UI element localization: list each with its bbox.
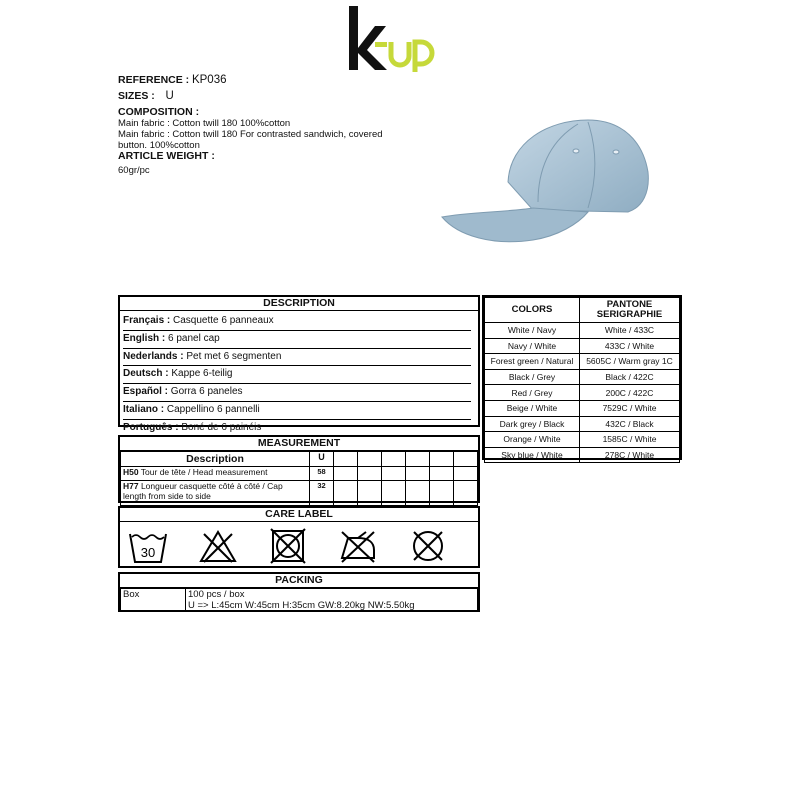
description-line: English : 6 panel cap bbox=[123, 331, 471, 349]
table-row: Beige / White 7529C / White bbox=[485, 400, 680, 416]
description-line: Português : Boné de 6 painéis bbox=[123, 421, 262, 433]
product-info bbox=[118, 75, 418, 176]
sizes-label: SIZES : bbox=[118, 90, 155, 102]
packing-header: PACKING bbox=[120, 574, 478, 588]
description-line: Español : Gorra 6 paneles bbox=[123, 384, 471, 402]
description-line: Français : Casquette 6 panneaux bbox=[123, 313, 471, 331]
colors-header: COLORS bbox=[485, 298, 580, 323]
description-line: Nederlands : Pet met 6 segmenten bbox=[123, 349, 471, 367]
no-tumble-dry-icon bbox=[268, 528, 308, 564]
description-section bbox=[118, 295, 480, 433]
packing-details: 100 pcs / box U => L:45cm W:45cm H:35cm GW:8.20kg NW:5.50kg bbox=[186, 589, 478, 612]
no-dry-clean-icon bbox=[408, 528, 448, 564]
table-row: Red / Grey 200C / 422C bbox=[485, 385, 680, 401]
table-row: Sky blue / White 278C / White bbox=[485, 447, 680, 463]
composition-line: Main fabric : Cotton twill 180 100%cotton bbox=[118, 118, 291, 129]
composition-line: Main fabric : Cotton twill 180 For contrasted sandwich, covered bbox=[118, 129, 383, 140]
table-row: Orange / White 1585C / White bbox=[485, 432, 680, 448]
description-line: Italiano : Cappellino 6 pannelli bbox=[123, 402, 471, 420]
measurement-description-header: Description bbox=[121, 452, 310, 467]
care-label-header: CARE LABEL bbox=[120, 508, 478, 522]
table-row: H50 Tour de tête / Head measurement 58 bbox=[121, 467, 478, 481]
no-bleach-icon bbox=[198, 528, 238, 564]
reference-label: REFERENCE : bbox=[118, 74, 190, 86]
composition-line: button. 100%cotton bbox=[118, 140, 200, 151]
table-row bbox=[121, 589, 478, 612]
cap-product-image bbox=[438, 112, 658, 248]
wash-30-icon bbox=[128, 528, 168, 564]
table-row: White / Navy White / 433C bbox=[485, 323, 680, 339]
weight-value: 60gr/pc bbox=[118, 165, 150, 176]
packing-section bbox=[118, 572, 480, 612]
svg-text:30: 30 bbox=[140, 545, 156, 560]
table-row: Forest green / Natural 5605C / Warm gray 1C bbox=[485, 354, 680, 370]
weight-label: ARTICLE WEIGHT : bbox=[118, 150, 215, 162]
packing-key: Box bbox=[121, 589, 186, 612]
description-header: DESCRIPTION bbox=[120, 297, 478, 311]
colors-table bbox=[482, 295, 682, 460]
measurement-section bbox=[118, 435, 480, 503]
measurement-header: MEASUREMENT bbox=[120, 437, 478, 451]
sizes-value: U bbox=[165, 90, 174, 102]
measurement-size-header: U bbox=[310, 452, 334, 467]
table-row: Navy / White 433C / White bbox=[485, 338, 680, 354]
table-row: Black / Grey Black / 422C bbox=[485, 369, 680, 385]
table-row: H77 Longueur casquette côté à côté / Cap length from side to side 32 bbox=[121, 481, 478, 506]
description-line: Deutsch : Kappe 6-teilig bbox=[123, 366, 471, 384]
reference-value: KP036 bbox=[191, 74, 227, 86]
no-iron-icon bbox=[338, 528, 378, 564]
pantone-header: PANTONE SERIGRAPHIE bbox=[580, 298, 680, 323]
brand-logo bbox=[345, 4, 440, 74]
table-row: Dark grey / Black 432C / Black bbox=[485, 416, 680, 432]
care-label-section bbox=[118, 506, 480, 568]
composition-label: COMPOSITION : bbox=[118, 106, 200, 118]
